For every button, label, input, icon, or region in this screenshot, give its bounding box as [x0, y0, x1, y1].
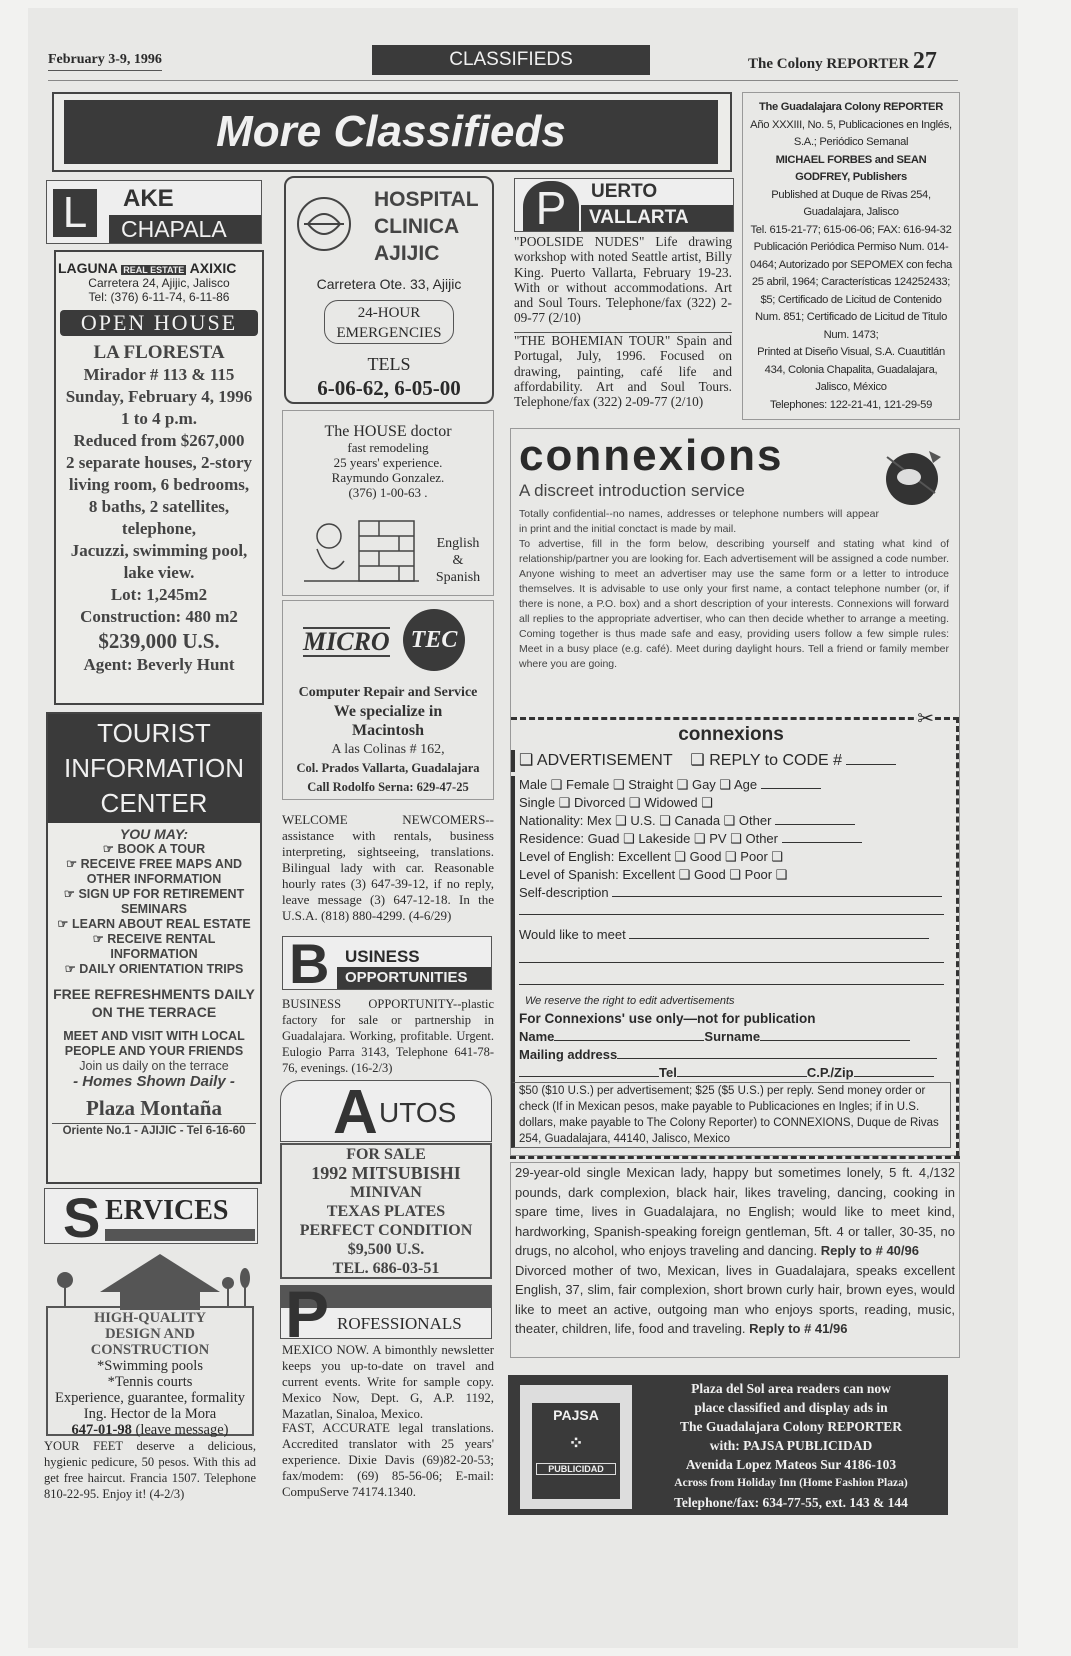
- masthead-line: Published at Duque de Rivas 254, Guadalajara, Jalisco: [771, 188, 931, 218]
- mexico-now-ad: MEXICO NOW. A bimonthly newsletter keeps you up-to-date on travel and current events. Write for sample copy. Mexico Now, Dept. G, A.P. 1192, Mazatlan, Sinaloa, Mexico.: [282, 1343, 494, 1421]
- hospital-tels-label: TELS: [367, 354, 411, 374]
- bricklayer-cartoon-icon: [289, 501, 419, 591]
- residence-other-field[interactable]: [782, 831, 862, 843]
- banner-title: More Classifieds: [64, 100, 718, 164]
- pajsa-line: place classified and display ads in: [694, 1400, 888, 1415]
- tourist-info-ad: [46, 712, 262, 1184]
- tourist-title-line: TOURIST: [97, 718, 211, 748]
- construction-line: CONSTRUCTION: [90, 1342, 210, 1358]
- listing-agent: Agent: Beverly Hunt: [83, 655, 235, 674]
- autos-header: [280, 1078, 492, 1147]
- age-field[interactable]: [761, 777, 821, 789]
- tourist-title-line: INFORMATION: [63, 753, 245, 783]
- masthead-publishers: MICHAEL FORBES and SEAN GODFREY, Publishers: [775, 153, 927, 183]
- self-description-label: Self-description: [519, 885, 609, 900]
- header-rule: [48, 80, 958, 81]
- masthead-line: Printed at Diseño Visual, S.A. Cuautitlán 434, Colonia Chapalita, Guadalajara, Jalisco, México: [757, 346, 945, 393]
- construction-line: *Tennis courts: [107, 1374, 193, 1390]
- personal-ads: [510, 1162, 960, 1358]
- paper-name: [748, 48, 937, 75]
- tourist-address: Oriente No.1 - AJIJIC - Tel 6-16-60: [52, 1123, 256, 1139]
- business-header: [282, 932, 492, 995]
- house-doctor-phone: (376) 1-00-63 .: [348, 485, 428, 500]
- welcome-newcomers-ad: WELCOME NEWCOMERS-- assistance with rentals, business interpreting, sightseeing, translations. Bilingual lady with car. Reasonable hourly rates (3) 647-39-12, if no reply, leave message (3) 647-12-18. In the U.S.A. (818) 880-4299. (4-6/29): [282, 812, 494, 923]
- listing-line: Jacuzzi, swimming pool,: [70, 541, 248, 560]
- reply-code: Reply to # 40/96: [820, 1243, 919, 1258]
- laguna-tel: Tel: (376) 6-11-74, 6-11-86: [88, 290, 230, 304]
- house-doctor-line: 25 years' experience.: [333, 455, 443, 470]
- tourist-item: ☞ RECEIVE FREE MAPS AND OTHER INFORMATION: [65, 857, 243, 886]
- tourist-item: ☞ SIGN UP FOR RETIREMENT SEMINARS: [63, 887, 245, 916]
- section-word: UTOS: [379, 1097, 457, 1128]
- listing-line: 2 separate houses, 2-story: [65, 453, 253, 472]
- residence-options[interactable]: Residence: Guad ❑ Lakeside ❑ PV ❑ Other: [519, 831, 778, 846]
- section-title: CLASSIFIEDS: [372, 45, 650, 75]
- mailing-address-label: Mailing address: [519, 1047, 618, 1062]
- car-ad-line: MINIVAN: [350, 1184, 422, 1201]
- translations-ad: FAST, ACCURATE legal translations. Accredited translator with 25 years' experience. Dixie Davis (69)82-20-53; fax/modem: (69) 85-56-06; E-mail: CompuServe 74174.1340.: [282, 1421, 494, 1499]
- connexions-ad: [510, 428, 960, 1156]
- mailing-address-field[interactable]: [617, 1047, 937, 1059]
- reply-code-checkbox[interactable]: ❑ REPLY to CODE #: [690, 752, 843, 769]
- house-doctor-lang: &: [452, 553, 464, 568]
- section-letter: B: [289, 932, 330, 995]
- hospital-name: CLINICA: [374, 215, 460, 238]
- section-word: ROFESSIONALS: [337, 1314, 462, 1333]
- minivan-ad: [280, 1143, 492, 1279]
- name-label: Name: [519, 1029, 555, 1044]
- listing-line: 1 to 4 p.m.: [120, 409, 198, 428]
- use-only-note: For Connexions' use only—not for publication: [511, 1010, 951, 1028]
- pricing-info: $50 ($10 U.S.) per advertisement; $25 ($5 U.S.) per reply. Send money order or check (If in Mexican pesos, make payable to Publicaciones en Ingles; if in U.S. dollars, make payable to The Colony Reporter) to CONNEXIONS, Duque de Rivas 254, Guadalajara, 44140, Jalisco, Mexico: [511, 1082, 951, 1148]
- form-title: connexions: [678, 724, 784, 745]
- real-estate-badge: REAL ESTATE: [123, 265, 185, 275]
- poolside-nudes-ad: "POOLSIDE NUDES" Life drawing workshop with noted Seattle artist, Billy King. Puerto Vallarta, February 19-23. With or without accommodations. Art and Soul Tours. Telephone/fax (322) 2-09-77 (2/10): [514, 234, 732, 326]
- connexions-intro: Totally confidential--no names, addresses or telephone numbers will appear in print and the initial conctact is made by mail.: [519, 508, 879, 535]
- tourist-title: [48, 714, 260, 823]
- construction-phone: 647-01-98: [71, 1422, 132, 1438]
- hospital-address: Carretera Ote. 33, Ajijic: [316, 276, 462, 292]
- listing-line: Lot: 1,245m2: [110, 585, 208, 604]
- section-word: OPPORTUNITIES: [337, 967, 491, 989]
- tourist-item: ☞ LEARN ABOUT REAL ESTATE: [57, 917, 251, 931]
- pajsa-line: The Guadalajara Colony REPORTER: [680, 1419, 902, 1434]
- cupid-emblem-icon: [879, 443, 945, 509]
- laguna-name: LAGUNA: [58, 260, 118, 276]
- masthead-line: Año XXXIII, No. 5, Publicaciones en Inglés, S.A.; Periódico Semanal: [750, 118, 952, 148]
- microtec-line: A las Colinas # 162,: [331, 742, 445, 757]
- nationality-options[interactable]: Nationality: Mex ❑ U.S. ❑ Canada ❑ Other: [519, 813, 772, 828]
- connexions-tagline: A discreet introduction service: [519, 481, 745, 500]
- house-doctor-line: Raymundo Gonzalez.: [331, 470, 445, 485]
- car-ad-price: $9,500 U.S.: [347, 1241, 425, 1258]
- microtec-phone: Call Rodolfo Serna: 629-47-25: [307, 780, 469, 794]
- listing-line: Sunday, February 4, 1996: [65, 387, 253, 406]
- laguna-ad: [54, 250, 264, 705]
- spanish-level-options[interactable]: Level of Spanish: Excellent ❑ Good ❑ Poor ❑: [519, 867, 788, 882]
- listing-line: telephone,: [121, 519, 197, 538]
- zip-field[interactable]: [854, 1065, 934, 1077]
- zip-label: C.P./Zip: [806, 1065, 854, 1080]
- personal-ad: [515, 1261, 955, 1339]
- would-like-to-meet-field[interactable]: [519, 951, 944, 963]
- connexions-instructions: To advertise, fill in the form below, describing yourself and stating what kind of relationship/partner you are looking for. Each advertisement will be assigned a code number. Anyone wishing to meet an advertiser may use the same form or a letter to introduce themselves. It is advisable to use only your first name, a contact telephone number (or, if there is none, a P.O. box) and a short description of your interests. Connexions will forward all replies to the appropriate advertiser, who can then decide whether to arrange a meeting. Coming together is thus made safe and easy, providing users follow a few simple rules: Meet in a busy place (e.g. café). Meet during daylight hours. Tell a friend or family member where you are going.: [519, 538, 949, 670]
- puerto-vallarta-header: [514, 178, 734, 232]
- surname-field[interactable]: [760, 1029, 910, 1041]
- bohemian-tour-ad: "THE BOHEMIAN TOUR" Spain and Portugal, July, 1996. Focused on drawing, painting, café life and affordability. Art and Soul Tours. Telephone/fax (322) 2-09-77 (2/10): [514, 333, 732, 410]
- mailing-address-field[interactable]: [519, 1065, 659, 1077]
- section-letter: S: [63, 1186, 101, 1249]
- listing-name: LA FLORESTA: [93, 342, 225, 363]
- lake-chapala-header: [46, 180, 262, 244]
- listing-line: Reduced from $267,000: [73, 431, 245, 450]
- section-word: ERVICES: [105, 1195, 229, 1226]
- car-ad-phone: TEL. 686-03-51: [332, 1260, 440, 1277]
- section-word: UERTO: [591, 181, 658, 202]
- tourist-homes: - Homes Shown Daily -: [73, 1073, 235, 1090]
- car-ad-line: 1992 MITSUBISHI: [311, 1163, 461, 1183]
- pajsa-phone: Telephone/fax: 634-77-55, ext. 143 & 144: [674, 1495, 908, 1510]
- section-word: VALLARTA: [581, 205, 733, 231]
- page-number: 27: [912, 48, 937, 74]
- issue-date: February 3-9, 1996: [48, 52, 162, 71]
- microtec-line: We specialize in: [333, 703, 443, 720]
- pajsa-location: Across from Holiday Inn (Home Fashion Plaza): [674, 1477, 908, 1489]
- hospital-name: HOSPITAL: [374, 188, 479, 211]
- paper-title: The Colony REPORTER: [748, 56, 910, 72]
- pajsa-logo-subtext: PUBLICIDAD: [536, 1463, 616, 1475]
- hospital-tels: 6-06-62, 6-05-00: [317, 376, 461, 400]
- microtec-logo-circle: TEC: [403, 609, 465, 671]
- construction-line: Ing. Hector de la Mora: [83, 1406, 217, 1422]
- masthead-line: Publicación Periódica Permiso Num. 014-0464; Autorizado por SEPOMEX con fecha 25 abril, 1964; Características 124252433; $5; Certificado de Licitud de Contenido Num. 851; Certificado de Licitud de Titulo Num. 1473;: [750, 241, 952, 341]
- tourist-title-line: CENTER: [100, 788, 208, 818]
- section-word: AKE: [123, 185, 174, 212]
- dots-icon: ⁘: [568, 1433, 584, 1453]
- section-letter: P: [523, 181, 579, 231]
- masthead-line: Tel. 615-21-77; 615-06-06; FAX: 616-94-32: [750, 223, 952, 236]
- house-doctor-title: The HOUSE doctor: [324, 423, 452, 440]
- professionals-header: [280, 1277, 492, 1351]
- tourist-you-may: YOU MAY:: [119, 826, 189, 842]
- tourist-item: ☞ BOOK A TOUR: [102, 842, 206, 856]
- microtec-logo: MICRO: [303, 627, 390, 656]
- open-house-label: OPEN HOUSE: [60, 310, 258, 336]
- section-word: USINESS: [345, 947, 420, 966]
- personal-ad: [515, 1163, 955, 1261]
- house-doctor-ad: [282, 410, 494, 596]
- pajsa-line: Plaza del Sol area readers can now: [691, 1381, 891, 1396]
- construction-phone-note: (leave message): [135, 1422, 229, 1438]
- pajsa-logo-text: PAJSA: [553, 1407, 599, 1423]
- self-description-field[interactable]: [519, 903, 944, 915]
- reply-code-field[interactable]: [846, 753, 896, 765]
- tourist-join: Join us daily on the terrace: [79, 1059, 229, 1073]
- section-bar: [105, 1229, 255, 1241]
- your-feet-ad: YOUR FEET deserve a delicious, hygienic pedicure, 50 pesos. With this ad get free haircut. Francia 1507. Telephone 810-22-95. Enjoy it! (4-2/3): [44, 1439, 256, 1501]
- construction-line: DESIGN AND: [105, 1326, 195, 1342]
- house-doctor-lang: English: [436, 536, 480, 551]
- would-like-to-meet-field[interactable]: [519, 973, 944, 985]
- tourist-free: FREE REFRESHMENTS DAILY ON THE TERRACE: [53, 986, 255, 1020]
- hospital-logo-icon: [294, 194, 354, 254]
- reply-code: Reply to # 41/96: [749, 1321, 848, 1336]
- laguna-address: Carretera 24, Ajijic, Jalisco: [88, 276, 230, 290]
- business-opportunity-ad: BUSINESS OPPORTUNITY--plastic factory for sale or partnership in Guadalajara. Working, profitable. Urgent. Eulogio Parra 3143, Telephone 641-78-76, evenings. (16-2/3): [282, 997, 494, 1075]
- gender-options[interactable]: Male ❑ Female ❑ Straight ❑ Gay ❑ Age: [519, 777, 758, 792]
- listing-line: 8 baths, 2 satellites,: [88, 497, 230, 516]
- listing-line: Construction: 480 m2: [80, 607, 238, 626]
- microtec-ad: [282, 600, 494, 800]
- construction-line: *Swimming pools: [97, 1358, 203, 1374]
- listing-line: Mirador # 113 & 115: [83, 365, 235, 384]
- house-doctor-lang: Spanish: [435, 570, 481, 585]
- hospital-name: AJIJIC: [374, 242, 440, 265]
- tourist-plaza: Plaza Montaña: [86, 1096, 222, 1120]
- tourist-item: ☞ DAILY ORIENTATION TRIPS: [64, 962, 244, 976]
- tel-field[interactable]: [677, 1065, 807, 1077]
- microtec-line: Macintosh: [352, 722, 424, 739]
- form-cut-line: [510, 1156, 960, 1159]
- section-letter: A: [333, 1078, 378, 1147]
- pajsa-logo: [520, 1385, 632, 1509]
- surname-label: Surname: [704, 1029, 761, 1044]
- section-letter: L: [53, 189, 97, 237]
- would-like-to-meet-field[interactable]: [629, 927, 929, 939]
- masthead: [742, 92, 960, 420]
- pajsa-address: Avenida Lopez Mateos Sur 4186-103: [685, 1457, 897, 1472]
- section-word: CHAPALA: [109, 215, 261, 243]
- connexions-logo: connexions: [519, 431, 784, 480]
- personal-ad-text: 29-year-old single Mexican lady, happy but sometimes lonely, 5 ft. 4,/132 pounds, dark complexion, black hair, likes traveling, dancing, cooking in spare time, lives in Guadalajara, no English; would like to meet kind, hardworking, Spanish-speaking foreign gentleman, 5ft. 4 or taller, 30-35, no drugs, no alcohol, who enjoys traveling and dancing.: [515, 1165, 955, 1258]
- self-description-field[interactable]: [612, 885, 942, 897]
- listing-line: living room, 6 bedrooms,: [68, 475, 250, 494]
- listing-line: lake view.: [123, 563, 195, 582]
- marital-options[interactable]: Single ❑ Divorced ❑ Widowed ❑: [519, 795, 713, 810]
- house-doctor-line: fast remodeling: [347, 440, 429, 455]
- construction-line: HIGH-QUALITY: [94, 1310, 206, 1326]
- english-level-options[interactable]: Level of English: Excellent ❑ Good ❑ Poor ❑: [519, 849, 784, 864]
- section-letter: P: [285, 1277, 330, 1351]
- construction-ad: [46, 1306, 254, 1436]
- pajsa-line: with: PAJSA PUBLICIDAD: [709, 1438, 873, 1453]
- reserve-note: We reserve the right to edit advertisements: [511, 992, 951, 1010]
- listing-price: $239,000 U.S.: [98, 629, 220, 653]
- advertisement-checkbox[interactable]: ❑ ADVERTISEMENT: [519, 752, 673, 769]
- personal-ad-text: Divorced mother of two, Mexican, lives in Guadalajara, speaks excellent English, 37, slim, fair complexion, short brown curly hair, brown eyes, would like to meet an active, outgoing man who enjoys sports, reading, music, theater, children, life, food and traveling.: [515, 1262, 955, 1336]
- microtec-line: Col. Prados Vallarta, Guadalajara: [296, 761, 480, 775]
- name-field[interactable]: [554, 1029, 704, 1041]
- tourist-item: ☞ RECEIVE RENTAL INFORMATION: [92, 932, 216, 961]
- hospital-ad: [284, 176, 494, 404]
- car-ad-line: TEXAS PLATES: [326, 1203, 446, 1220]
- construction-line: Experience, guarantee, formality: [54, 1390, 245, 1406]
- car-ad-line: FOR SALE: [346, 1146, 426, 1163]
- microtec-line: Computer Repair and Service: [298, 685, 478, 700]
- masthead-line: Telephones: 122-21-41, 121-29-59: [769, 398, 933, 411]
- services-header: [44, 1186, 258, 1249]
- tel-label: Tel: [659, 1065, 677, 1080]
- car-ad-line: PERFECT CONDITION: [299, 1222, 473, 1239]
- house-roof-icon: [50, 1250, 260, 1310]
- laguna-name: AXIXIC: [189, 260, 237, 276]
- tourist-meet: MEET AND VISIT WITH LOCAL PEOPLE AND YOUR FRIENDS: [63, 1029, 245, 1058]
- scissors-icon: ✂: [917, 708, 934, 730]
- emergency-badge: 24-HOUR EMERGENCIES: [324, 300, 454, 344]
- pajsa-ad: [508, 1375, 948, 1515]
- masthead-line: The Guadalajara Colony REPORTER: [758, 101, 944, 113]
- connexions-form: [511, 708, 959, 1157]
- nationality-other-field[interactable]: [775, 813, 855, 825]
- would-like-to-meet-label: Would like to meet: [519, 927, 626, 942]
